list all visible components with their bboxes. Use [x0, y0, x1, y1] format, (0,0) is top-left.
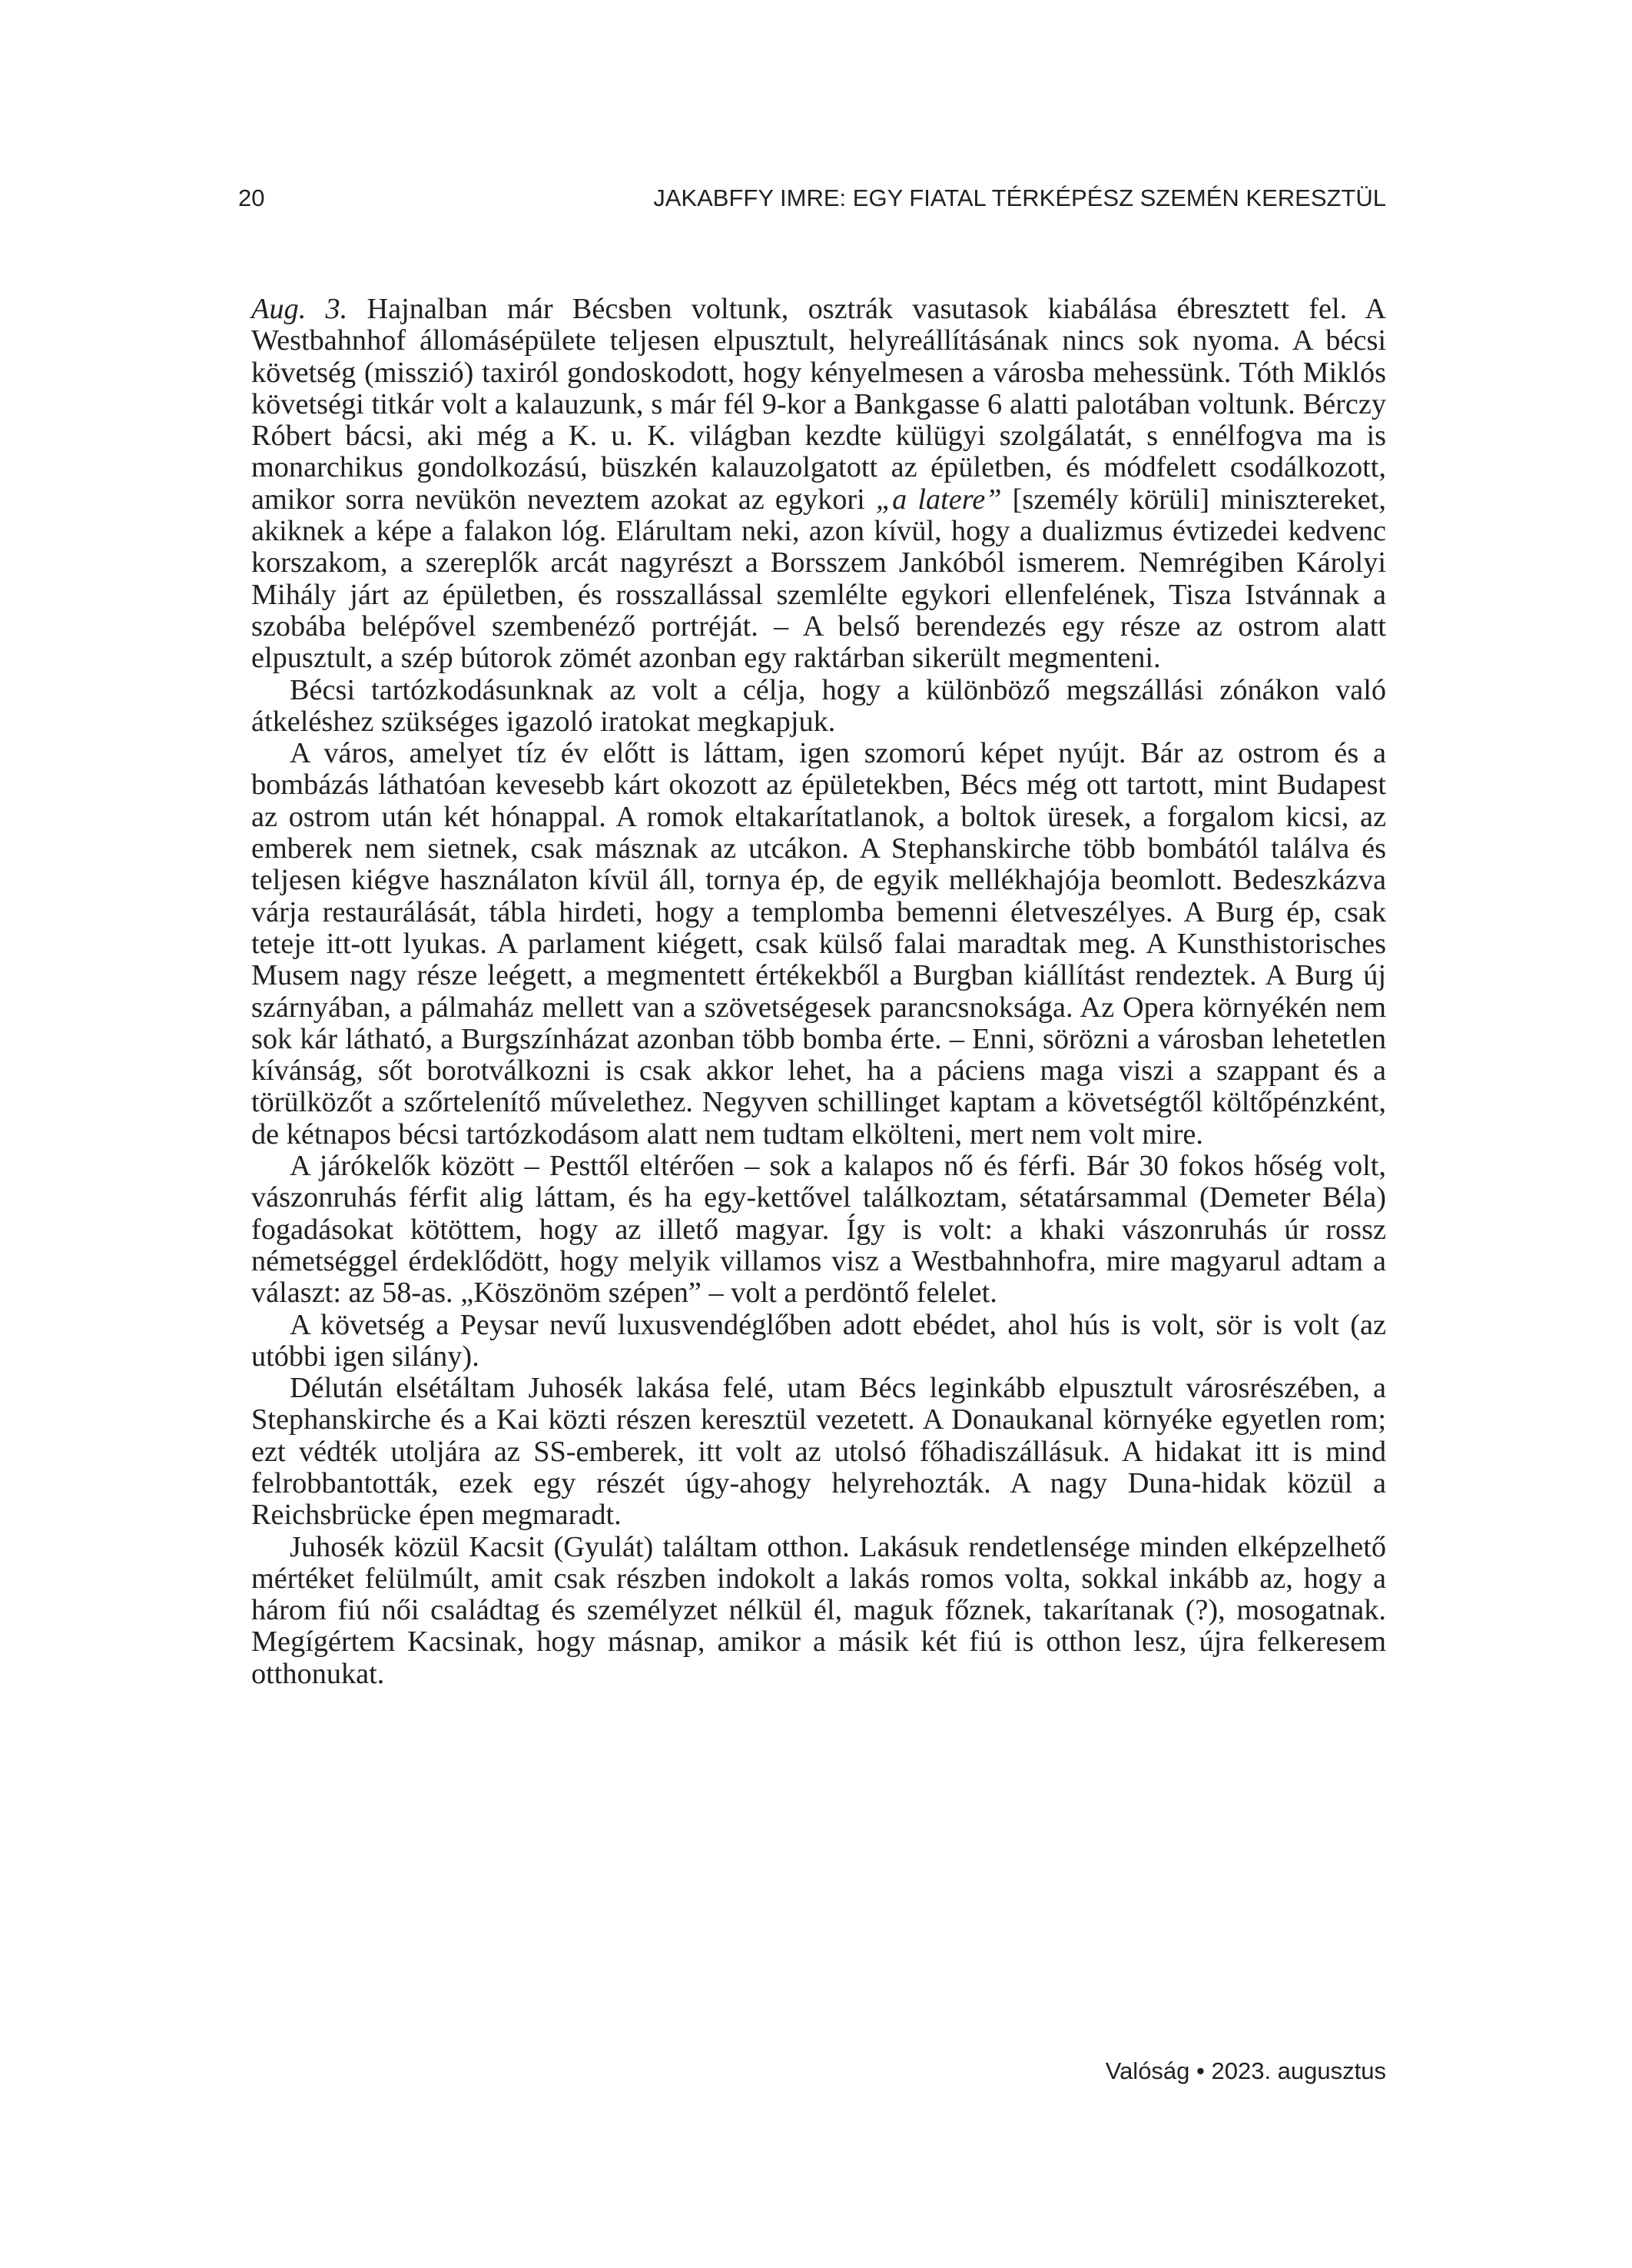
article-body	[251, 294, 1386, 1690]
paragraph-1-text-b: [személy körüli] minisztereket, akiknek a képe a falakon lóg. Elárultam neki, azon kívül, hogy a dualizmus évtizedei kedvenc korszakom, a szereplők arcát nagyrészt a Borsszem Jankóból ismerem. Nemrégiben Károlyi Mihály járt az épületben, és rosszallással szemlélte egykori ellenfelének, Tisza Istvánnak a szobába belépővel szembenéző portréját. – A belső berendezés egy része az ostrom alatt elpusztult, a szép bútorok zömét azonban egy raktárban sikerült megmenteni.	[251, 483, 1386, 675]
paragraph-1-text-a: Hajnalban már Bécsben voltunk, osztrák vasutasok kiabálása ébresztett fel. A Westbahnhof állomásépülete teljesen elpusztult, helyreállításának nincs sok nyoma. A bécsi követség (misszió) taxiról gondoskodott, hogy kényelmesen a városba mehessünk. Tóth Miklós követségi titkár volt a kalauzunk, s már fél 9-kor a Bankgasse 6 alatti palotában voltunk. Bérczy Róbert bácsi, aki még a K. u. K. világban kezdte külügyi szolgálatát, s ennélfogva ma is monarchikus gondolkozású, büszkén kalauzolgatott az épületben, és módfelett csodálkozott, amikor sorra nevükön neveztem azokat az egykori	[251, 293, 1387, 516]
entry-date: Aug. 3.	[251, 293, 348, 325]
running-title: JAKABFFY IMRE: EGY FIATAL TÉRKÉPÉSZ SZEMÉN KERESZTÜL	[653, 184, 1386, 211]
paragraph-2: Bécsi tartózkodásunknak az volt a célja, hogy a különböző megszállási zónákon való átkeléshez szükséges igazoló iratokat megkapjuk.	[251, 673, 1386, 738]
paragraph-1	[251, 294, 1386, 675]
paragraph-6: Délután elsétáltam Juhosék lakása felé, utam Bécs leginkább elpusztult városrészében, a Stephanskirche és a Kai közti részen keresztül vezetett. A Donaukanal környéke egyetlen rom; ezt védték utoljára az SS-emberek, itt volt az utolsó főhadiszállásuk. A hidakat itt is mind felrobbantották, ezek egy részét úgy-ahogy helyrehozták. A nagy Duna-hidak közül a Reichsbrücke épen megmaradt.	[251, 1372, 1386, 1532]
page-header	[238, 184, 1386, 223]
paragraph-7: Juhosék közül Kacsit (Gyulát) találtam otthon. Lakásuk rendetlensége minden elképzelhető mértéket felülmúlt, amit csak részben indokolt a lakás romos volta, sokkal inkább az, hogy a három fiú női családtag és személyzet nélkül él, maguk főznek, takarítanak (?), mosogatnak. Megígértem Kacsinak, hogy másnap, amikor a másik két fiú is otthon lesz, újra felkeresem otthonukat.	[251, 1530, 1386, 1690]
paragraph-4: A járókelők között – Pesttől eltérően – sok a kalapos nő és férfi. Bár 30 fokos hőség volt, vászonruhás férfit alig láttam, és ha egy-kettővel találkoztam, sétatársammal (Demeter Béla) fogadásokat kötöttem, hogy az illető magyar. Így is volt: a khaki vászonruhás úr rossz németséggel érdeklődött, hogy melyik villamos visz a Westbahnhofra, mire magyarul adtam a választ: az 58-as. „Köszönöm szépen” – volt a perdöntő felelet.	[251, 1150, 1386, 1310]
latin-phrase: „a latere”	[875, 483, 1002, 516]
page-number: 20	[238, 184, 265, 211]
paragraph-3: A város, amelyet tíz év előtt is láttam, igen szomorú képet nyújt. Bár az ostrom és a bombázás láthatóan kevesebb kárt okozott az épületekben, Bécs még ott tartott, mint Budapest az ostrom után két hónappal. A romok eltakarítatlanok, a boltok üresek, a forgalom kicsi, az emberek nem sietnek, csak másznak az utcákon. A Stephanskirche több bombától találva és teljesen kiégve használaton kívül áll, tornya ép, de egyik mellékhajója beomlott. Bedeszkázva várja restaurálását, tábla hirdeti, hogy a templomba bemenni életveszélyes. A Burg ép, csak teteje itt-ott lyukas. A parlament kiégett, csak külső falai maradtak meg. A Kunsthistorisches Musem nagy része leégett, a megmentett értékekből a Burgban kiállítást rendeztek. A Burg új szárnyában, a pálmaház mellett van a szövetségesek parancsnoksága. Az Opera környékén nem sok kár látható, a Burgszínházat azonban több bomba érte. – Enni, sörözni a városban lehetetlen kívánság, sőt borotválkozni is csak akkor lehet, ha a páciens maga viszi a szappant és a törülközőt a szőrtelenítő művelethez. Negyven schillinget kaptam a követségtől költőpénzként, de kétnapos bécsi tartózkodásom alatt nem tudtam elkölteni, mert nem volt mire.	[251, 737, 1386, 1151]
page-footer: Valóság • 2023. augusztus	[1105, 2057, 1386, 2084]
paragraph-5: A követség a Peysar nevű luxusvendéglőben adott ebédet, ahol hús is volt, sör is volt (az utóbbi igen silány).	[251, 1308, 1386, 1373]
